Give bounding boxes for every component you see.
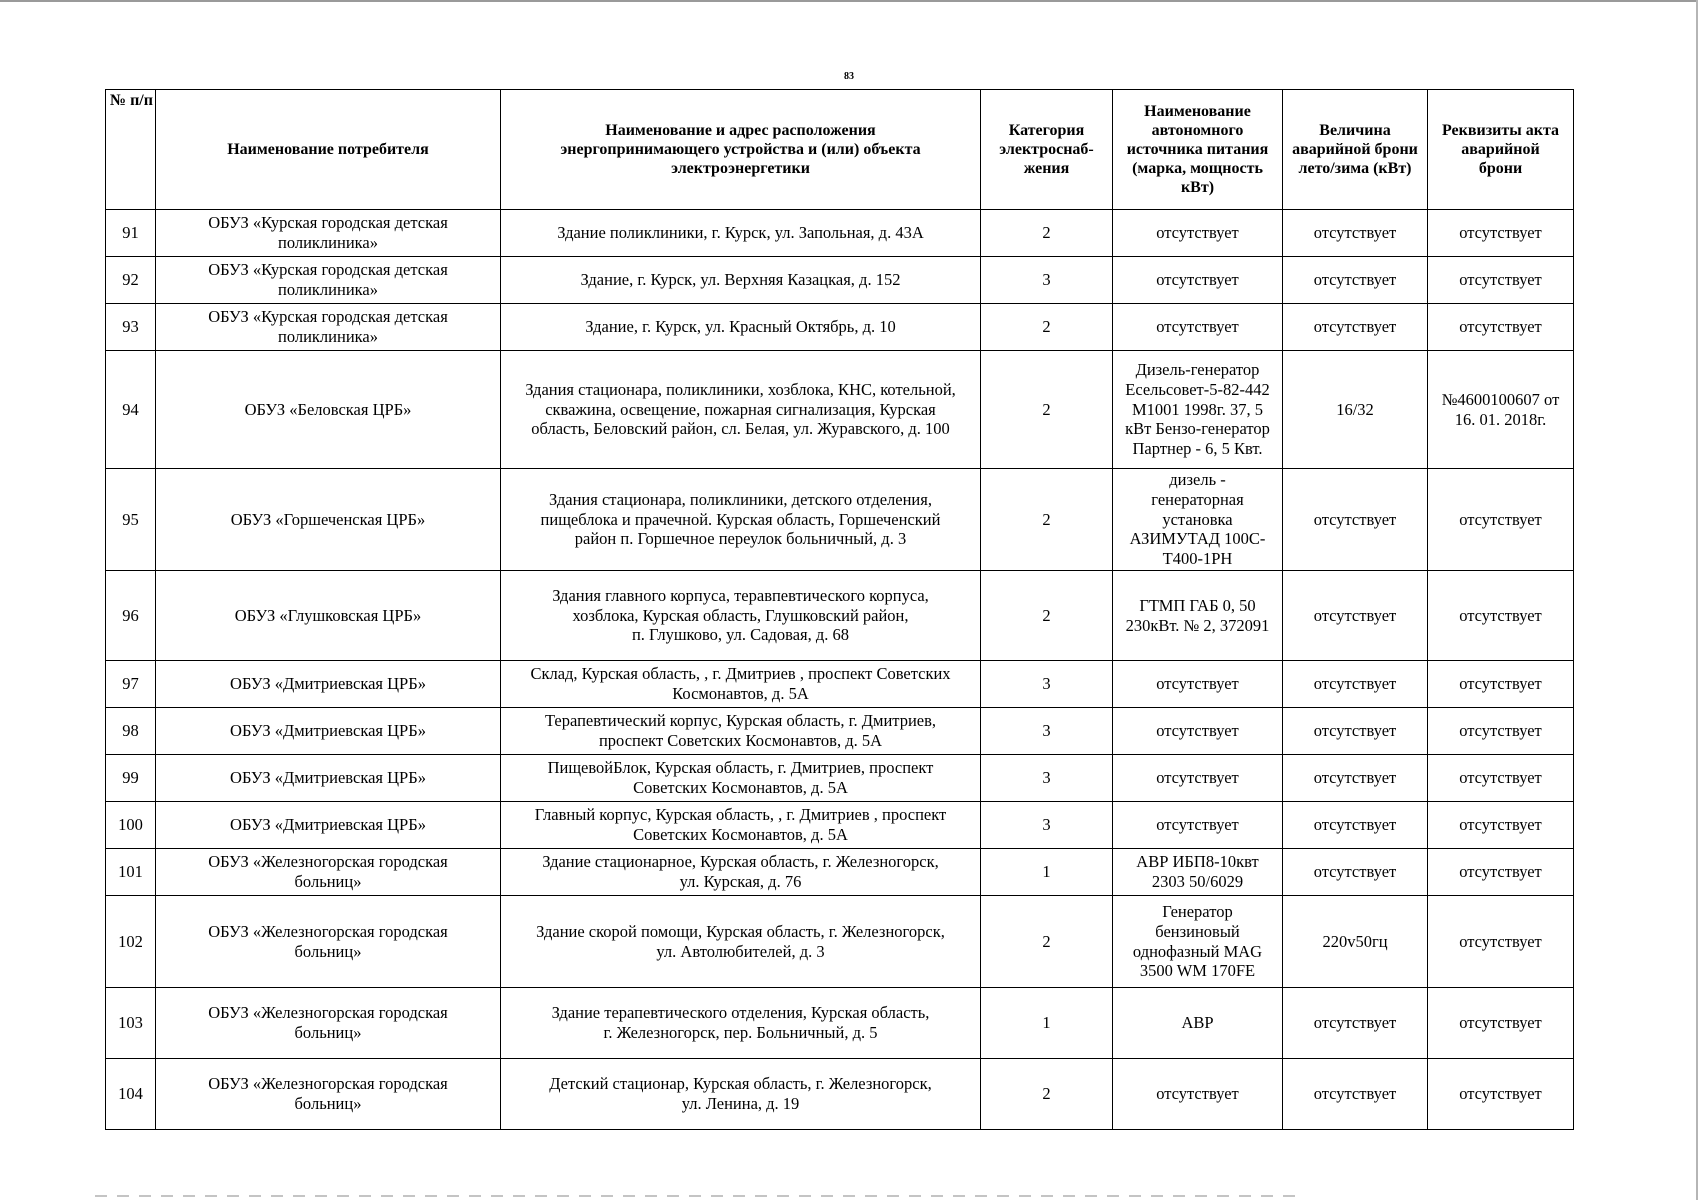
consumer-table bbox=[105, 89, 1574, 1130]
text-line: отсутствует bbox=[1459, 768, 1542, 788]
address-cell bbox=[501, 755, 981, 802]
text-line: электроэнергетики bbox=[671, 160, 810, 178]
reserve-act-cell bbox=[1428, 849, 1574, 896]
text-line: больниц» bbox=[294, 1023, 362, 1042]
text-line: Терапевтический корпус, Курская область, г. Дмитриев, bbox=[544, 711, 937, 731]
text-line: Советских Космонавтов, д. 5А bbox=[633, 825, 848, 844]
text-line: поликлиника» bbox=[277, 280, 378, 299]
power-source-cell bbox=[1113, 304, 1283, 351]
text-line: больниц» bbox=[294, 872, 362, 891]
header-address bbox=[501, 90, 981, 210]
text-line: Детский стационар, Курская область, г. Железногорск, bbox=[549, 1074, 932, 1094]
address-cell bbox=[501, 210, 981, 257]
emergency-reserve-cell bbox=[1283, 849, 1428, 896]
category-cell: 2 bbox=[981, 896, 1113, 988]
power-source-cell bbox=[1113, 351, 1283, 469]
consumer-cell bbox=[156, 896, 501, 988]
reserve-act-cell bbox=[1428, 896, 1574, 988]
power-source-cell bbox=[1113, 988, 1283, 1059]
text-line: отсутствует bbox=[1459, 815, 1542, 835]
text-line: установка bbox=[1162, 509, 1233, 529]
reserve-act-cell bbox=[1428, 571, 1574, 661]
table-row bbox=[106, 257, 1574, 304]
text-line: отсутствует bbox=[1156, 270, 1239, 290]
text-line: 16. 01. 2018г. bbox=[1454, 409, 1547, 429]
row-num-cell: 95 bbox=[106, 469, 156, 571]
text-line: отсутствует bbox=[1313, 674, 1397, 694]
category-cell: 3 bbox=[981, 661, 1113, 708]
text-line: Здание стационарное, Курская область, г. Железногорск, bbox=[542, 852, 939, 872]
reserve-act-cell bbox=[1428, 1059, 1574, 1130]
text-line: 230кВт. № 2, 372091 bbox=[1125, 615, 1270, 635]
scan-edge-top bbox=[0, 0, 1698, 2]
consumer-cell bbox=[156, 708, 501, 755]
header-source bbox=[1113, 90, 1283, 210]
text-line: однофазный MAG bbox=[1132, 941, 1263, 961]
emergency-reserve-cell bbox=[1283, 469, 1428, 571]
text-line: генераторная bbox=[1151, 489, 1244, 509]
text-line: отсутствует bbox=[1156, 223, 1239, 243]
row-num-cell: 99 bbox=[106, 755, 156, 802]
table-row bbox=[106, 988, 1574, 1059]
text-line: Здания стационара, поликлиники, детского отделения, bbox=[549, 489, 932, 509]
header-category bbox=[981, 90, 1113, 210]
emergency-reserve-cell bbox=[1283, 351, 1428, 469]
text-line: 2303 50/6029 bbox=[1151, 872, 1244, 891]
address-cell bbox=[501, 849, 981, 896]
table-body bbox=[106, 210, 1574, 1130]
category-cell: 3 bbox=[981, 755, 1113, 802]
reserve-act-cell bbox=[1428, 257, 1574, 304]
table-row bbox=[106, 708, 1574, 755]
text-line: отсутствует bbox=[1459, 270, 1542, 290]
header-num: № п/п bbox=[106, 90, 156, 210]
text-line: брони bbox=[1478, 160, 1523, 178]
text-line: аварийной брони bbox=[1292, 140, 1418, 158]
text-line: Партнер - 6, 5 Квт. bbox=[1132, 439, 1263, 459]
row-num-cell: 97 bbox=[106, 661, 156, 708]
text-line: ул. Курская, д. 76 bbox=[679, 872, 802, 891]
table-row bbox=[106, 802, 1574, 849]
text-line: ОБУЗ «Курская городская детская bbox=[208, 307, 448, 327]
consumer-cell bbox=[156, 571, 501, 661]
emergency-reserve-cell bbox=[1283, 1059, 1428, 1130]
text-line: ОБУЗ «Железногорская городская bbox=[208, 921, 448, 941]
header-reserve bbox=[1283, 90, 1428, 210]
text-line: Главный корпус, Курская область, , г. Дмитриев , проспект bbox=[534, 805, 947, 825]
text-line: отсутствует bbox=[1156, 721, 1239, 741]
text-line: кВт) bbox=[1180, 179, 1215, 197]
text-line: г. Железногорск, пер. Больничный, д. 5 bbox=[603, 1023, 878, 1042]
text-line: отсутствует bbox=[1156, 815, 1239, 835]
text-line: ОБУЗ «Глушковская ЦРБ» bbox=[234, 605, 422, 625]
table-row bbox=[106, 849, 1574, 896]
address-cell bbox=[501, 469, 981, 571]
row-num-cell: 98 bbox=[106, 708, 156, 755]
reserve-act-cell bbox=[1428, 210, 1574, 257]
text-line: отсутствует bbox=[1459, 1084, 1542, 1104]
address-cell bbox=[501, 708, 981, 755]
text-line: кВт Бензо-генератор bbox=[1125, 419, 1270, 439]
text-line: Есельсовет-5-82-442 bbox=[1125, 379, 1270, 399]
text-line: проспект Советских Космонавтов, д. 5А bbox=[598, 731, 883, 750]
row-num-cell: 102 bbox=[106, 896, 156, 988]
address-cell bbox=[501, 661, 981, 708]
table-row bbox=[106, 896, 1574, 988]
reserve-act-cell bbox=[1428, 304, 1574, 351]
text-line: отсутствует bbox=[1459, 223, 1542, 243]
text-line: отсутствует bbox=[1156, 1084, 1239, 1104]
table-row bbox=[106, 304, 1574, 351]
category-cell: 2 bbox=[981, 351, 1113, 469]
text-line: ОБУЗ «Беловская ЦРБ» bbox=[244, 399, 412, 419]
power-source-cell bbox=[1113, 1059, 1283, 1130]
text-line: ОБУЗ «Дмитриевская ЦРБ» bbox=[230, 721, 426, 741]
text-line: отсутствует bbox=[1459, 721, 1542, 741]
category-cell: 1 bbox=[981, 849, 1113, 896]
emergency-reserve-cell bbox=[1283, 661, 1428, 708]
text-line: ул. Автолюбителей, д. 3 bbox=[656, 941, 825, 961]
reserve-act-cell bbox=[1428, 802, 1574, 849]
power-source-cell bbox=[1113, 571, 1283, 661]
text-line: отсутствует bbox=[1459, 862, 1542, 882]
header-row bbox=[106, 90, 1574, 210]
row-num-cell: 92 bbox=[106, 257, 156, 304]
text-line: Космонавтов, д. 5А bbox=[672, 684, 809, 703]
text-line: АЗИМУТАД 100С- bbox=[1129, 529, 1266, 549]
emergency-reserve-cell bbox=[1283, 571, 1428, 661]
text-line: Наименование bbox=[1144, 102, 1251, 120]
row-num-cell: 91 bbox=[106, 210, 156, 257]
text-line: аварийной bbox=[1461, 140, 1540, 158]
table-row bbox=[106, 210, 1574, 257]
text-line: ул. Ленина, д. 19 bbox=[681, 1094, 800, 1113]
text-line: Здания стационара, поликлиники, хозблока, КНС, котельной, bbox=[525, 379, 956, 399]
text-line: больниц» bbox=[294, 1094, 362, 1113]
text-line: Здание поликлиники, г. Курск, ул. Запольная, д. 43А bbox=[557, 223, 924, 243]
row-num-cell: 94 bbox=[106, 351, 156, 469]
category-cell: 2 bbox=[981, 210, 1113, 257]
text-line: Генератор bbox=[1162, 901, 1233, 921]
category-cell: 3 bbox=[981, 708, 1113, 755]
consumer-cell bbox=[156, 304, 501, 351]
power-source-cell bbox=[1113, 469, 1283, 571]
text-line: пищеблока и прачечной. Курская область, Горшеченский bbox=[540, 509, 941, 529]
table-row bbox=[106, 469, 1574, 571]
reserve-act-cell bbox=[1428, 351, 1574, 469]
text-line: отсутствует bbox=[1313, 1084, 1397, 1104]
text-line: ГТМП ГАБ 0, 50 bbox=[1139, 595, 1256, 615]
row-num-cell: 103 bbox=[106, 988, 156, 1059]
table-row bbox=[106, 661, 1574, 708]
category-cell: 2 bbox=[981, 304, 1113, 351]
power-source-cell bbox=[1113, 708, 1283, 755]
text-line: 220v50гц bbox=[1322, 931, 1388, 951]
row-num-cell: 100 bbox=[106, 802, 156, 849]
address-cell bbox=[501, 896, 981, 988]
consumer-cell bbox=[156, 755, 501, 802]
table-row bbox=[106, 755, 1574, 802]
emergency-reserve-cell bbox=[1283, 802, 1428, 849]
consumer-cell bbox=[156, 849, 501, 896]
address-cell bbox=[501, 988, 981, 1059]
text-line: отсутствует bbox=[1459, 1013, 1542, 1033]
address-cell bbox=[501, 571, 981, 661]
address-cell bbox=[501, 1059, 981, 1130]
consumer-cell bbox=[156, 257, 501, 304]
text-line: отсутствует bbox=[1313, 605, 1397, 625]
text-line: отсутствует bbox=[1313, 862, 1397, 882]
text-line: отсутствует bbox=[1313, 1013, 1397, 1033]
text-line: ОБУЗ «Горшеченская ЦРБ» bbox=[230, 509, 426, 529]
text-line: хозблока, Курская область, Глушковский район, bbox=[572, 605, 909, 625]
text-line: скважина, освещение, пожарная сигнализация, Курская bbox=[545, 399, 936, 419]
text-line: отсутствует bbox=[1313, 317, 1397, 337]
text-line: отсутствует bbox=[1459, 317, 1542, 337]
power-source-cell bbox=[1113, 849, 1283, 896]
header-act bbox=[1428, 90, 1574, 210]
text-line: 16/32 bbox=[1336, 399, 1374, 419]
text-line: отсутствует bbox=[1459, 931, 1542, 951]
text-line: больниц» bbox=[294, 941, 362, 961]
text-line: Т400-1РН bbox=[1162, 549, 1233, 569]
text-line: Здание, г. Курск, ул. Красный Октябрь, д. 10 bbox=[585, 317, 896, 337]
category-cell: 2 bbox=[981, 469, 1113, 571]
text-line: M1001 1998г. 37, 5 bbox=[1132, 399, 1263, 419]
reserve-act-cell bbox=[1428, 988, 1574, 1059]
emergency-reserve-cell bbox=[1283, 755, 1428, 802]
text-line: Здание терапевтического отделения, Курская область, bbox=[551, 1003, 930, 1023]
text-line: энергопринимающего устройства и (или) объекта bbox=[560, 140, 921, 158]
text-line: Здание скорой помощи, Курская область, г. Железногорск, bbox=[536, 921, 945, 941]
address-cell bbox=[501, 802, 981, 849]
power-source-cell bbox=[1113, 661, 1283, 708]
text-line: Здание, г. Курск, ул. Верхняя Казацкая, д. 152 bbox=[580, 270, 901, 290]
text-line: ОБУЗ «Железногорская городская bbox=[208, 1074, 448, 1094]
category-cell: 1 bbox=[981, 988, 1113, 1059]
text-line: ОБУЗ «Дмитриевская ЦРБ» bbox=[230, 768, 426, 788]
text-line: отсутствует bbox=[1459, 674, 1542, 694]
text-line: бензиновый bbox=[1155, 921, 1240, 941]
table-row bbox=[106, 351, 1574, 469]
emergency-reserve-cell bbox=[1283, 708, 1428, 755]
text-line: Склад, Курская область, , г. Дмитриев , проспект Советских bbox=[530, 664, 951, 684]
reserve-act-cell bbox=[1428, 661, 1574, 708]
text-line: отсутствует bbox=[1459, 605, 1542, 625]
consumer-cell bbox=[156, 661, 501, 708]
power-source-cell bbox=[1113, 257, 1283, 304]
text-line: ОБУЗ «Железногорская городская bbox=[208, 852, 448, 872]
text-line: отсутствует bbox=[1313, 721, 1397, 741]
text-line: отсутствует bbox=[1313, 509, 1397, 529]
text-line: АВР ИБП8-10квт bbox=[1136, 852, 1259, 872]
emergency-reserve-cell bbox=[1283, 896, 1428, 988]
text-line: Реквизиты акта bbox=[1441, 121, 1559, 139]
text-line: №4600100607 от bbox=[1441, 389, 1560, 409]
text-line: электроснаб- bbox=[999, 140, 1094, 158]
text-line: отсутствует bbox=[1313, 815, 1397, 835]
text-line: область, Беловский район, сл. Белая, ул. Журавского, д. 100 bbox=[531, 419, 950, 439]
power-source-cell bbox=[1113, 896, 1283, 988]
text-line: отсутствует bbox=[1156, 768, 1239, 788]
text-line: лето/зима (кВт) bbox=[1298, 160, 1412, 178]
text-line: ОБУЗ «Дмитриевская ЦРБ» bbox=[230, 674, 426, 694]
page-number: 83 bbox=[844, 71, 854, 82]
text-line: район п. Горшечное переулок больничный, д. 3 bbox=[574, 529, 907, 549]
power-source-cell bbox=[1113, 755, 1283, 802]
text-line: отсутствует bbox=[1459, 509, 1542, 529]
emergency-reserve-cell bbox=[1283, 988, 1428, 1059]
reserve-act-cell bbox=[1428, 469, 1574, 571]
consumer-cell bbox=[156, 988, 501, 1059]
power-source-cell bbox=[1113, 802, 1283, 849]
consumer-cell bbox=[156, 469, 501, 571]
text-line: ОБУЗ «Железногорская городская bbox=[208, 1003, 448, 1023]
category-cell: 2 bbox=[981, 571, 1113, 661]
consumer-cell bbox=[156, 1059, 501, 1130]
text-line: отсутствует bbox=[1313, 270, 1397, 290]
text-line: поликлиника» bbox=[277, 327, 378, 346]
text-line: отсутствует bbox=[1313, 768, 1397, 788]
row-num-cell: 101 bbox=[106, 849, 156, 896]
text-line: автономного bbox=[1151, 121, 1244, 139]
text-line: п. Глушково, ул. Садовая, д. 68 bbox=[631, 625, 850, 645]
text-line: (марка, мощность bbox=[1132, 160, 1263, 178]
address-cell bbox=[501, 304, 981, 351]
emergency-reserve-cell bbox=[1283, 210, 1428, 257]
category-cell: 3 bbox=[981, 802, 1113, 849]
consumer-cell bbox=[156, 210, 501, 257]
emergency-reserve-cell bbox=[1283, 304, 1428, 351]
address-cell bbox=[501, 351, 981, 469]
text-line: отсутствует bbox=[1313, 223, 1397, 243]
text-line: Величина bbox=[1319, 121, 1391, 139]
text-line: АВР bbox=[1181, 1013, 1214, 1033]
header-consumer: Наименование потребителя bbox=[156, 90, 501, 210]
text-line: Здания главного корпуса, теравпевтического корпуса, bbox=[552, 585, 929, 605]
row-num-cell: 104 bbox=[106, 1059, 156, 1130]
category-cell: 2 bbox=[981, 1059, 1113, 1130]
emergency-reserve-cell bbox=[1283, 257, 1428, 304]
text-line: ОБУЗ «Курская городская детская bbox=[208, 260, 448, 280]
text-line: отсутствует bbox=[1156, 317, 1239, 337]
reserve-act-cell bbox=[1428, 755, 1574, 802]
scan-artifact bbox=[95, 1195, 1295, 1197]
text-line: ОБУЗ «Курская городская детская bbox=[208, 213, 448, 233]
text-line: Наименование и адрес расположения bbox=[605, 121, 876, 139]
text-line: ПищевойБлок, Курская область, г. Дмитриев, проспект bbox=[547, 758, 934, 778]
text-line: ОБУЗ «Дмитриевская ЦРБ» bbox=[230, 815, 426, 835]
consumer-cell bbox=[156, 802, 501, 849]
text-line: дизель - bbox=[1169, 470, 1226, 489]
text-line: Советских Космонавтов, д. 5А bbox=[633, 778, 848, 797]
power-source-cell bbox=[1113, 210, 1283, 257]
reserve-act-cell bbox=[1428, 708, 1574, 755]
consumer-cell bbox=[156, 351, 501, 469]
text-line: Дизель-генератор bbox=[1135, 360, 1260, 379]
text-line: 3500 WM 170FE bbox=[1139, 961, 1256, 981]
table-row bbox=[106, 571, 1574, 661]
text-line: источника питания bbox=[1126, 140, 1269, 158]
text-line: поликлиника» bbox=[277, 233, 378, 252]
address-cell bbox=[501, 257, 981, 304]
category-cell: 3 bbox=[981, 257, 1113, 304]
table-row bbox=[106, 1059, 1574, 1130]
text-line: жения bbox=[1023, 160, 1070, 178]
text-line: отсутствует bbox=[1156, 674, 1239, 694]
row-num-cell: 93 bbox=[106, 304, 156, 351]
row-num-cell: 96 bbox=[106, 571, 156, 661]
text-line: Категория bbox=[1008, 121, 1085, 139]
